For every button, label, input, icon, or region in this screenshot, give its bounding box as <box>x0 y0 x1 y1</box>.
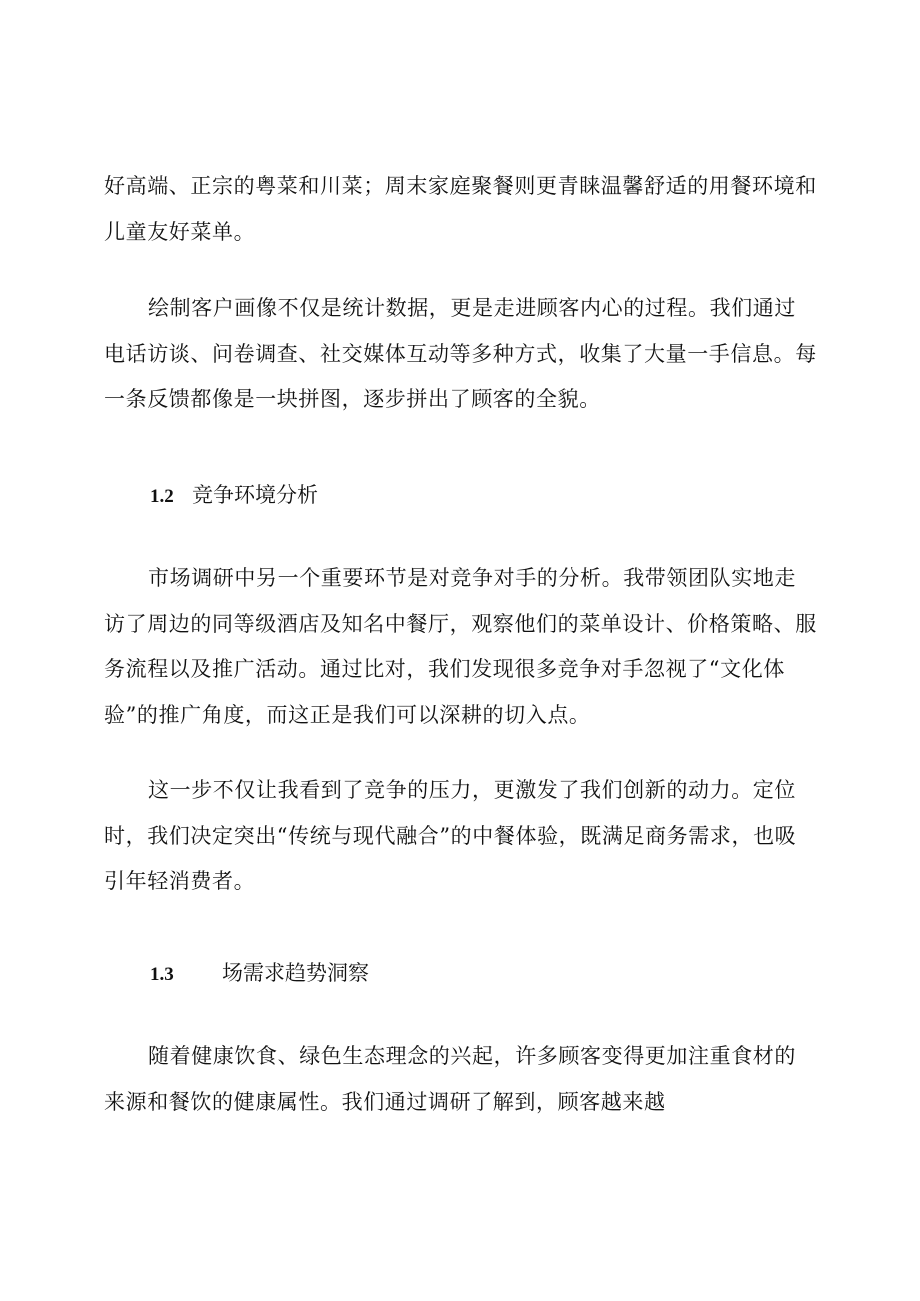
section-heading-1-2 <box>150 480 318 512</box>
paragraph-line: 这一步不仅让我看到了竞争的压力，更激发了我们创新的动力。定位 <box>148 778 796 802</box>
paragraph-line: 访了周边的同等级酒店及知名中餐厅，观察他们的菜单设计、价格策略、服 <box>104 611 817 636</box>
paragraph-line: 好高端、正宗的粤菜和川菜；周末家庭聚餐则更青睐温馨舒适的用餐环境和 <box>104 174 817 198</box>
section-heading-1-3 <box>150 958 369 990</box>
paragraph-line: 绘制客户画像不仅是统计数据，更是走进顾客内心的过程。我们通过 <box>148 296 796 320</box>
paragraph-competition-analysis <box>104 556 820 738</box>
paragraph-line: 随着健康饮食、绿色生态理念的兴起，许多顾客变得更加注重食材的 <box>148 1044 796 1068</box>
paragraph-line: 验”的推广角度，而这正是我们可以深耕的切入点。 <box>104 702 591 727</box>
paragraph-line: 时，我们决定突出“传统与现代融合”的中餐体验，既满足商务需求，也吸 <box>104 823 797 848</box>
section-number: 1.3 <box>150 964 174 985</box>
paragraph-line: 来源和餐饮的健康属性。我们通过调研了解到，顾客越来越 <box>104 1089 666 1114</box>
paragraph-market-trends <box>104 1034 820 1125</box>
paragraph-line: 引年轻消费者。 <box>104 869 256 893</box>
paragraph-positioning <box>104 768 820 905</box>
paragraph-continuation <box>104 164 820 255</box>
section-title: 场需求趋势洞察 <box>222 961 369 985</box>
paragraph-line: 一条反馈都像是一块拼图，逐步拼出了顾客的全貌。 <box>104 387 601 411</box>
section-title: 竞争环境分析 <box>192 483 318 507</box>
paragraph-line: 儿童友好菜单。 <box>104 219 256 244</box>
paragraph-line: 电话访谈、问卷调查、社交媒体互动等多种方式，收集了大量一手信息。每 <box>104 341 817 366</box>
paragraph-customer-profile <box>104 286 820 423</box>
paragraph-line: 市场调研中另一个重要环节是对竞争对手的分析。我带领团队实地走 <box>148 566 796 590</box>
paragraph-line: 务流程以及推广活动。通过比对，我们发现很多竞争对手忽视了“文化体 <box>104 657 785 681</box>
section-number: 1.2 <box>150 486 174 507</box>
